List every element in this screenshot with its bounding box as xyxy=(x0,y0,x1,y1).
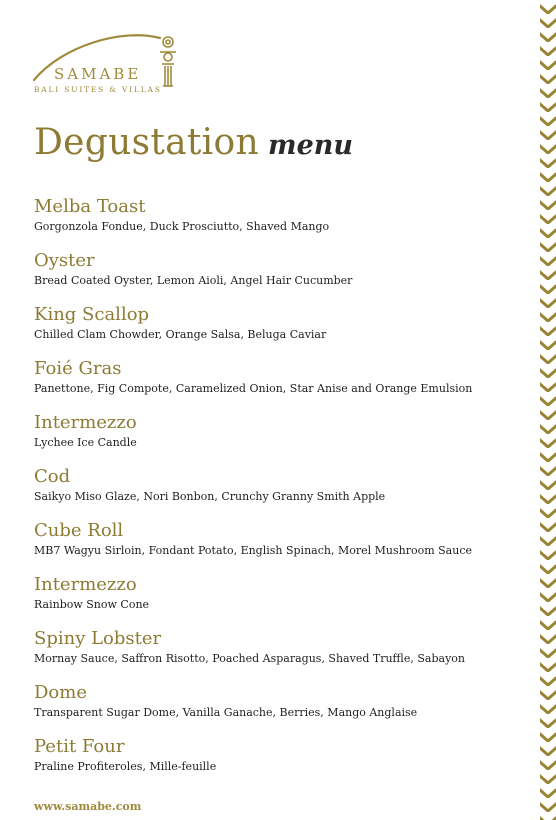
website-link[interactable]: www.samabe.com xyxy=(34,800,142,813)
course-description: Chilled Clam Chowder, Orange Salsa, Beluga Caviar xyxy=(34,328,327,341)
course-item xyxy=(34,465,524,519)
brand-name: SAMABE xyxy=(54,65,142,83)
course-name: Melba Toast xyxy=(34,196,146,217)
course-description: Mornay Sauce, Saffron Risotto, Poached Asparagus, Shaved Truffle, Sabayon xyxy=(34,652,466,665)
course-name: King Scallop xyxy=(34,304,150,325)
brand-logo xyxy=(32,28,192,98)
course-description: Transparent Sugar Dome, Vanilla Ganache, Berries, Mango Anglaise xyxy=(34,706,418,719)
course-description: Praline Profiteroles, Mille-feuille xyxy=(34,760,217,773)
course-item xyxy=(34,411,524,465)
course-name: Foié Gras xyxy=(34,358,122,379)
menu-title-main: Degustation xyxy=(34,122,259,163)
course-description: Lychee Ice Candle xyxy=(34,436,137,449)
course-description: Rainbow Snow Cone xyxy=(34,598,150,611)
course-name: Cube Roll xyxy=(34,520,124,541)
course-item xyxy=(34,735,524,789)
course-name: Oyster xyxy=(34,250,95,271)
course-list xyxy=(34,195,524,789)
course-description: Gorgonzola Fondue, Duck Prosciutto, Shaved Mango xyxy=(34,220,330,233)
course-item xyxy=(34,303,524,357)
course-description: MB7 Wagyu Sirloin, Fondant Potato, English Spinach, Morel Mushroom Sauce xyxy=(34,544,472,557)
course-name: Cod xyxy=(34,466,71,487)
course-description: Saikyo Miso Glaze, Nori Bonbon, Crunchy Granny Smith Apple xyxy=(34,490,386,503)
course-item xyxy=(34,357,524,411)
course-item xyxy=(34,573,524,627)
menu-title xyxy=(34,122,353,163)
course-description: Bread Coated Oyster, Lemon Aioli, Angel Hair Cucumber xyxy=(34,274,353,287)
course-name: Dome xyxy=(34,682,87,703)
course-name: Petit Four xyxy=(34,736,125,757)
course-description: Panettone, Fig Compote, Caramelized Onion, Star Anise and Orange Emulsion xyxy=(34,382,473,395)
course-name: Intermezzo xyxy=(34,574,137,595)
brand-tagline: BALI SUITES & VILLAS xyxy=(34,85,162,94)
course-item xyxy=(34,249,524,303)
menu-title-sub: menu xyxy=(268,130,354,161)
course-item xyxy=(34,681,524,735)
course-item xyxy=(34,519,524,573)
course-name: Intermezzo xyxy=(34,412,137,433)
course-item xyxy=(34,195,524,249)
course-item xyxy=(34,627,524,681)
course-name: Spiny Lobster xyxy=(34,628,162,649)
chevron-border-pattern xyxy=(540,0,556,820)
